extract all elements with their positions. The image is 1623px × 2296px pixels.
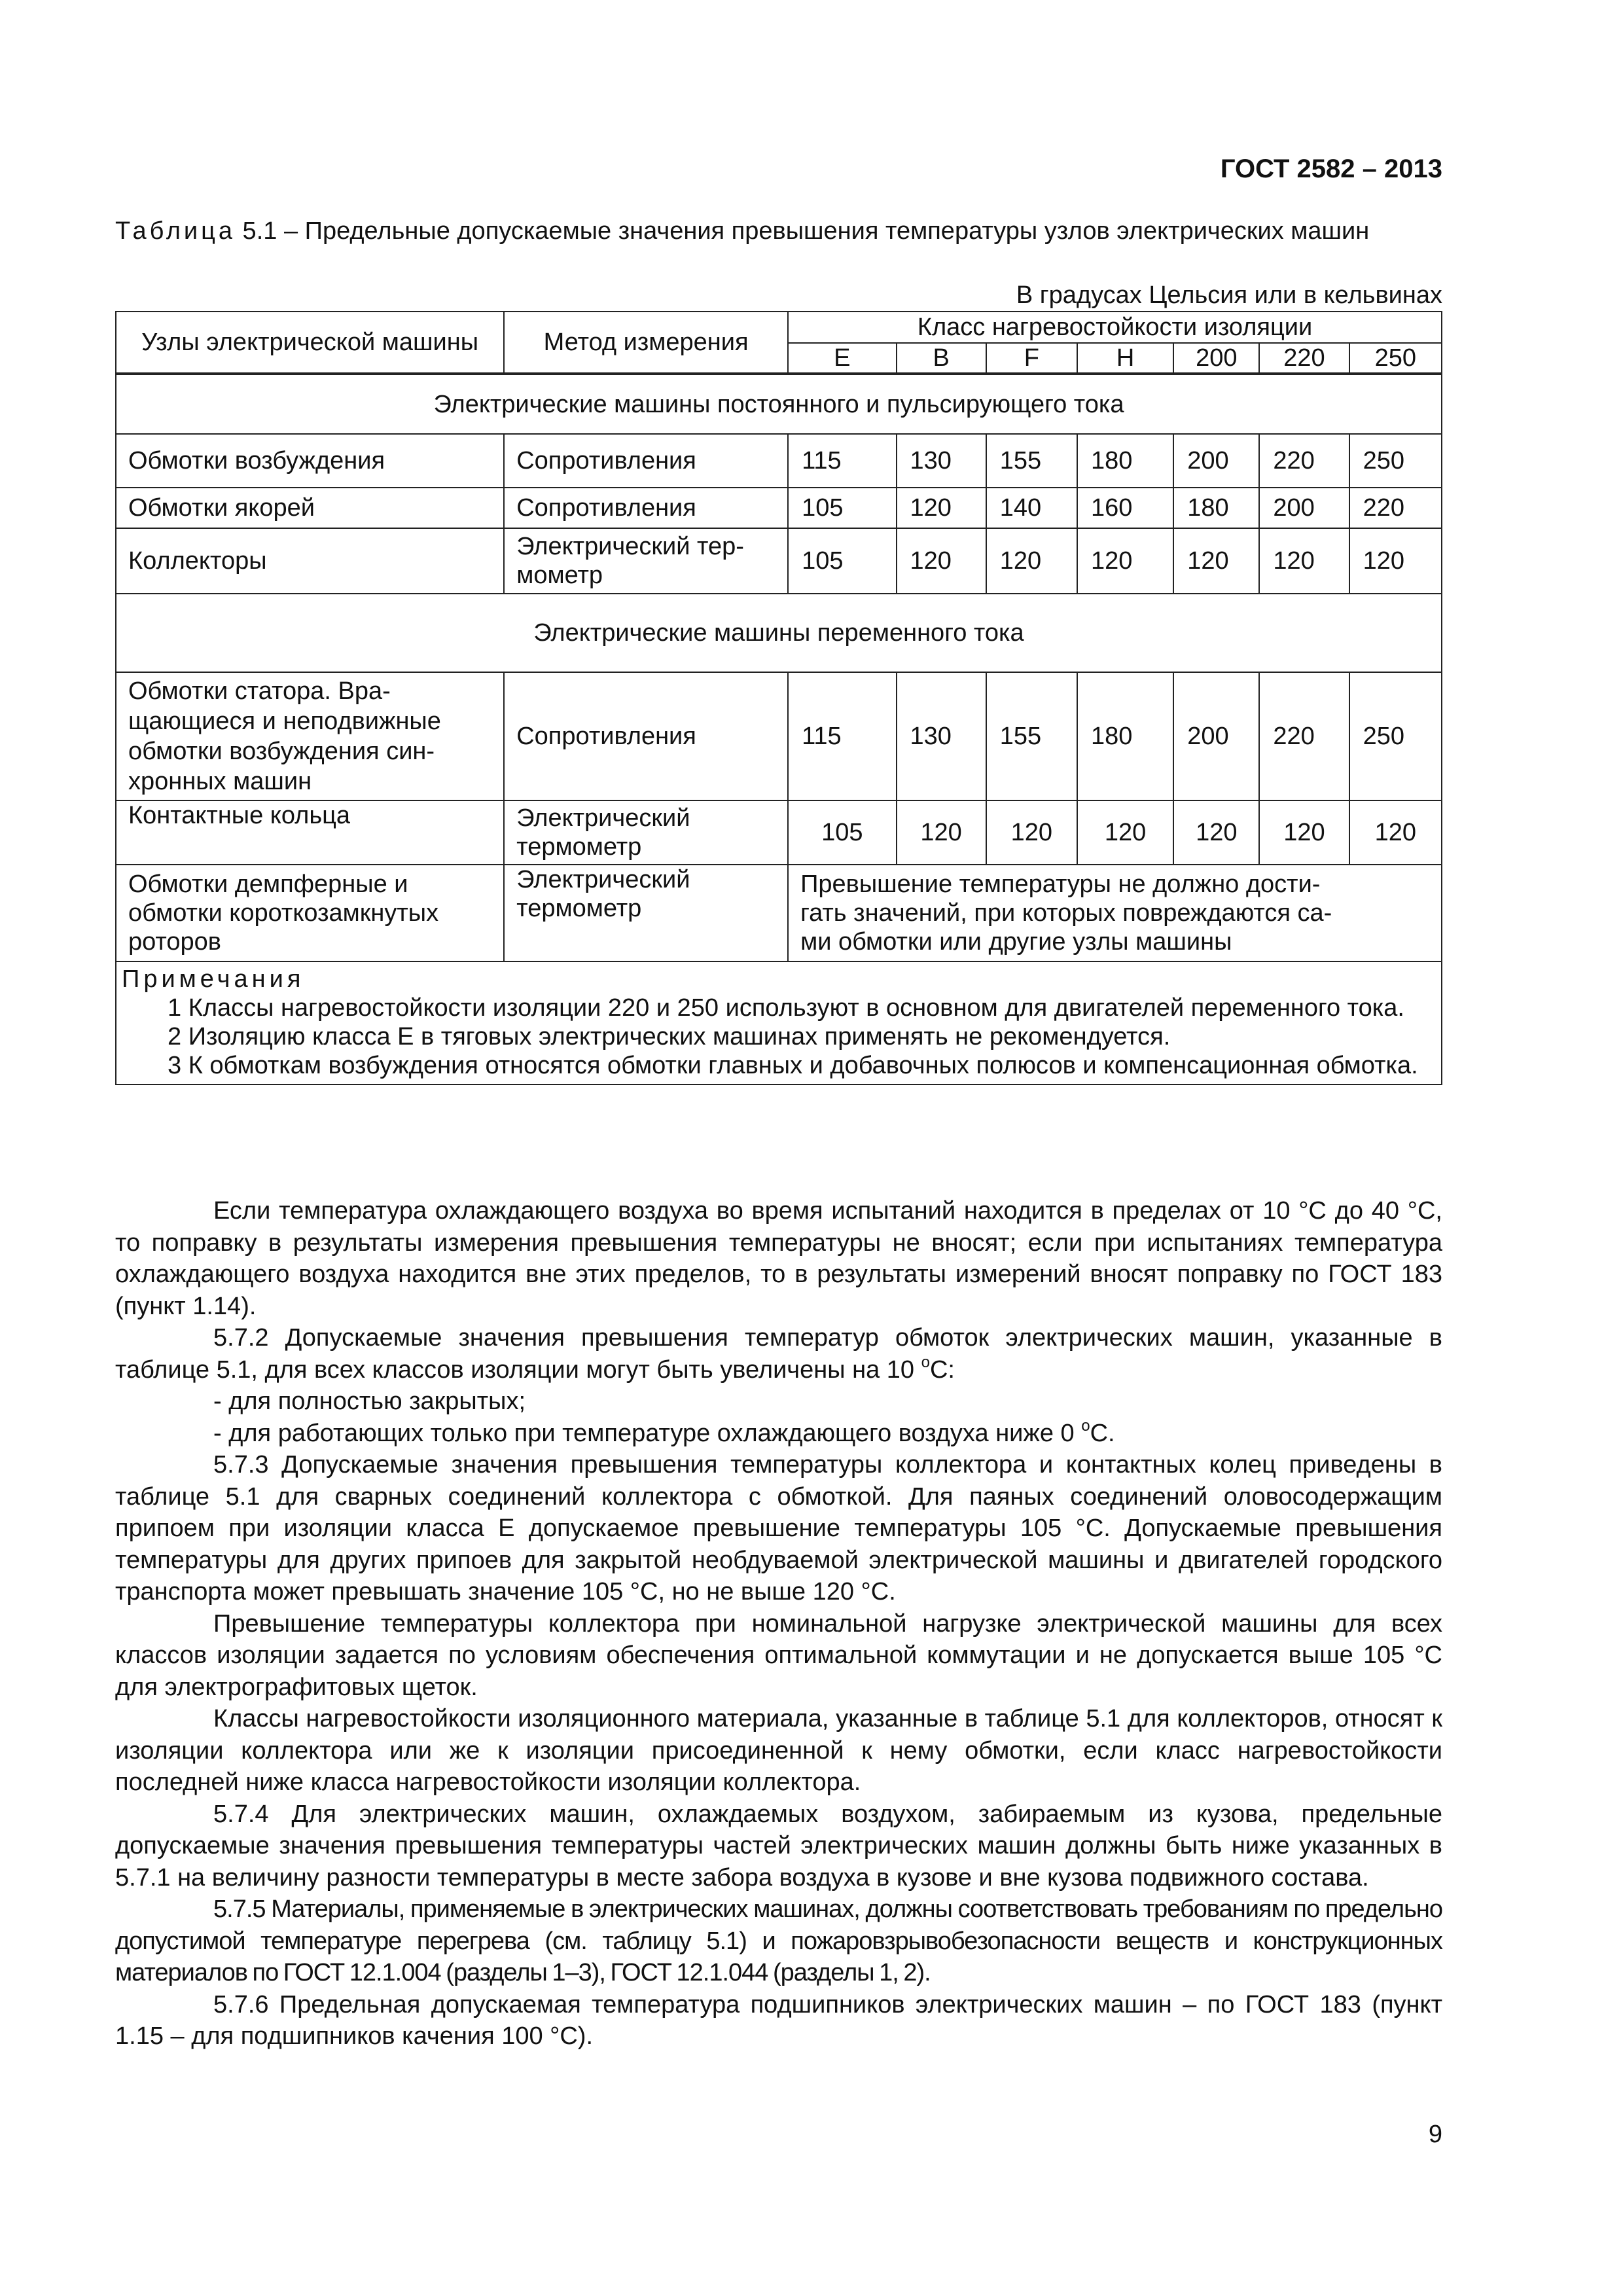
- note-item: 3 К обмоткам возбуждения относятся обмотки главных и добавочных полюсов и компенсационная обмотка.: [168, 1052, 1418, 1079]
- unit-cell: Обмотки статора. Вра- щающиеся и неподвижные обмотки возбуждения син- хронных машин: [116, 672, 504, 800]
- paragraph: 5.7.4 Для электрических машин, охлаждаемых воздухом, забираемым из кузова, предельные допускаемые значения превышения температуры частей электрических машин должны быть ниже указанных в 5.7.1 на величину разности температуры в месте забора воздуха в кузове и вне кузова подвижного состава.: [115, 1800, 1442, 1892]
- method-cell: Электрический термометр: [504, 865, 788, 961]
- paragraph: Если температура охлаждающего воздуха во время испытаний находится в пределах от 10 °С до 40 °С, то поправку в результаты измерения превышения температуры не вносят; если при испытаниях температура охлаждающего воздуха находится вне этих пределов, то в результаты измерений вносят поправку по ГОСТ 183 (пункт 1.14).: [115, 1197, 1442, 1320]
- damper-note-cell: Превышение температуры не должно дости- гать значений, при которых повреждаются са- ми обмотки или другие узлы машины: [788, 865, 1442, 961]
- value-cell: 105: [788, 488, 896, 528]
- table-row: [116, 672, 1442, 800]
- header-unit-cell: Узлы электрической машины: [116, 312, 504, 374]
- value-cell: 120: [897, 488, 986, 528]
- note-item: 1 Классы нагревостойкости изоляции 220 и 250 используют в основном для двигателей переменного тока.: [168, 994, 1404, 1022]
- value-cell: 105: [788, 800, 896, 865]
- value-cell: 120: [1173, 800, 1259, 865]
- method-cell: Сопротивления: [504, 672, 788, 800]
- value-cell: 120: [1173, 528, 1259, 594]
- document-code: ГОСТ 2582 – 2013: [1220, 154, 1442, 183]
- header-class-cell: 220: [1259, 343, 1349, 374]
- value-cell: 120: [1349, 528, 1442, 594]
- units-note: В градусах Цельсия или в кельвинах: [1016, 281, 1442, 309]
- paragraph: 5.7.3 Допускаемые значения превышения температуры коллектора и контактных колец приведены в таблице 5.1 для сварных соединений коллектора с обмоткой. Для паяных соединений оловосодержащим припоем при изоляции класса Е допускаемое превышение температуры 105 °С. Допускаемые превышения температуры для других припоев для закрытой необдуваемой электрической машины и двигателей городского транспорта может превышать значение 105 °С, но не выше 120 °С.: [115, 1451, 1442, 1605]
- value-cell: 120: [986, 528, 1077, 594]
- degree-sign: о: [921, 1353, 930, 1371]
- value-cell: 140: [986, 488, 1077, 528]
- value-cell: 115: [788, 434, 896, 488]
- table-row: [116, 800, 1442, 865]
- unit-cell: Обмотки возбуждения: [116, 434, 504, 488]
- value-cell: 120: [897, 800, 986, 865]
- unit-cell: Обмотки якорей: [116, 488, 504, 528]
- header-class-cell: 200: [1173, 343, 1259, 374]
- header-class-cell: 250: [1349, 343, 1442, 374]
- section-row-dc: [116, 374, 1442, 434]
- paragraph: Классы нагревостойкости изоляционного материала, указанные в таблице 5.1 для коллекторов, относят к изоляции коллектора или же к изоляции присоединенной к нему обмотки, если класс нагревостойкости последней ниже класса нагревостойкости изоляции коллектора.: [115, 1705, 1442, 1796]
- value-cell: 120: [1259, 528, 1349, 594]
- header-class-cell: E: [788, 343, 896, 374]
- unit-cell: Контактные кольца: [116, 800, 504, 865]
- section-row-ac: [116, 594, 1442, 672]
- notes-cell: [116, 961, 1442, 1085]
- value-cell: 220: [1259, 672, 1349, 800]
- header-class-cell: H: [1077, 343, 1173, 374]
- value-cell: 130: [897, 672, 986, 800]
- value-cell: 160: [1077, 488, 1173, 528]
- value-cell: 250: [1349, 672, 1442, 800]
- value-cell: 220: [1349, 488, 1442, 528]
- paragraph: 5.7.6 Предельная допускаемая температура подшипников электрических машин – по ГОСТ 183 (пункт 1.15 – для подшипников качения 100 °С).: [115, 1990, 1442, 2050]
- note-item: 2 Изоляцию класса Е в тяговых электрических машинах применять не рекомендуется.: [168, 1023, 1171, 1050]
- paragraph: 5.7.2 Допускаемые значения превышения температур обмоток электрических машин, указанные в таблице 5.1, для всех классов изоляции могут быть увеличены на 10 $^о$С:: [115, 1324, 1442, 1384]
- limits-table: [115, 311, 1442, 1085]
- value-cell: 120: [1077, 528, 1173, 594]
- list-item: - для работающих только при температуре охлаждающего воздуха ниже 0 $^о$С.: [213, 1416, 1115, 1447]
- value-cell: 200: [1173, 672, 1259, 800]
- value-cell: 200: [1259, 488, 1349, 528]
- notes-row: [116, 961, 1442, 1085]
- header-class-cell: B: [897, 343, 986, 374]
- degree-sign: о: [1081, 1416, 1090, 1435]
- section-title-ac: Электрические машины переменного тока: [116, 594, 1442, 672]
- table-caption: [115, 215, 1442, 247]
- unit-cell: Коллекторы: [116, 528, 504, 594]
- value-cell: 120: [1077, 800, 1173, 865]
- value-cell: 250: [1349, 434, 1442, 488]
- value-cell: 130: [897, 434, 986, 488]
- value-cell: 180: [1173, 488, 1259, 528]
- header-class-cell: F: [986, 343, 1077, 374]
- method-cell: Сопротивления: [504, 434, 788, 488]
- table-header-row: [116, 312, 1442, 343]
- header-method-cell: Метод измерения: [504, 312, 788, 374]
- value-cell: 120: [897, 528, 986, 594]
- method-cell: Сопротивления: [504, 488, 788, 528]
- header-class-group-cell: Класс нагревостойкости изоляции: [788, 312, 1442, 343]
- value-cell: 155: [986, 434, 1077, 488]
- value-cell: 105: [788, 528, 896, 594]
- list-item: - для полностью закрытых;: [213, 1388, 526, 1415]
- table-row: [116, 865, 1442, 961]
- notes-title: Примечания: [122, 965, 305, 993]
- value-cell: 200: [1173, 434, 1259, 488]
- value-cell: 180: [1077, 672, 1173, 800]
- method-cell: Электрический термометр: [504, 800, 788, 865]
- table-row: [116, 488, 1442, 528]
- method-cell: Электрический тер- мометр: [504, 528, 788, 594]
- body-text: [115, 1195, 1442, 2053]
- section-title-dc: Электрические машины постоянного и пульсирующего тока: [116, 374, 1442, 434]
- value-cell: 120: [986, 800, 1077, 865]
- value-cell: 120: [1259, 800, 1349, 865]
- paragraph: 5.7.5 Материалы, применяемые в электрических машинах, должны соответствовать требованиям по предельно допустимой температуре перегрева (см. таблицу 5.1) и пожаровзрывобезопасности веществ и конструкционных материалов по ГОСТ 12.1.004 (разделы 1–3), ГОСТ 12.1.044 (разделы 1, 2).: [115, 1895, 1442, 1986]
- table-row: [116, 528, 1442, 594]
- value-cell: 155: [986, 672, 1077, 800]
- value-cell: 120: [1349, 800, 1442, 865]
- table-caption-label: Таблица: [115, 217, 236, 245]
- table-caption-text: 5.1 – Предельные допускаемые значения превышения температуры узлов электрических машин: [236, 217, 1370, 245]
- value-cell: 220: [1259, 434, 1349, 488]
- page-number: 9: [1428, 2121, 1442, 2148]
- paragraph: Превышение температуры коллектора при номинальной нагрузке электрической машины для всех классов изоляции задается по условиям обеспечения оптимальной коммутации и не допускается выше 105 °С для электрографитовых щеток.: [115, 1609, 1442, 1701]
- unit-cell: Обмотки демпферные и обмотки короткозамкнутых роторов: [116, 865, 504, 961]
- value-cell: 180: [1077, 434, 1173, 488]
- table-row: [116, 434, 1442, 488]
- value-cell: 115: [788, 672, 896, 800]
